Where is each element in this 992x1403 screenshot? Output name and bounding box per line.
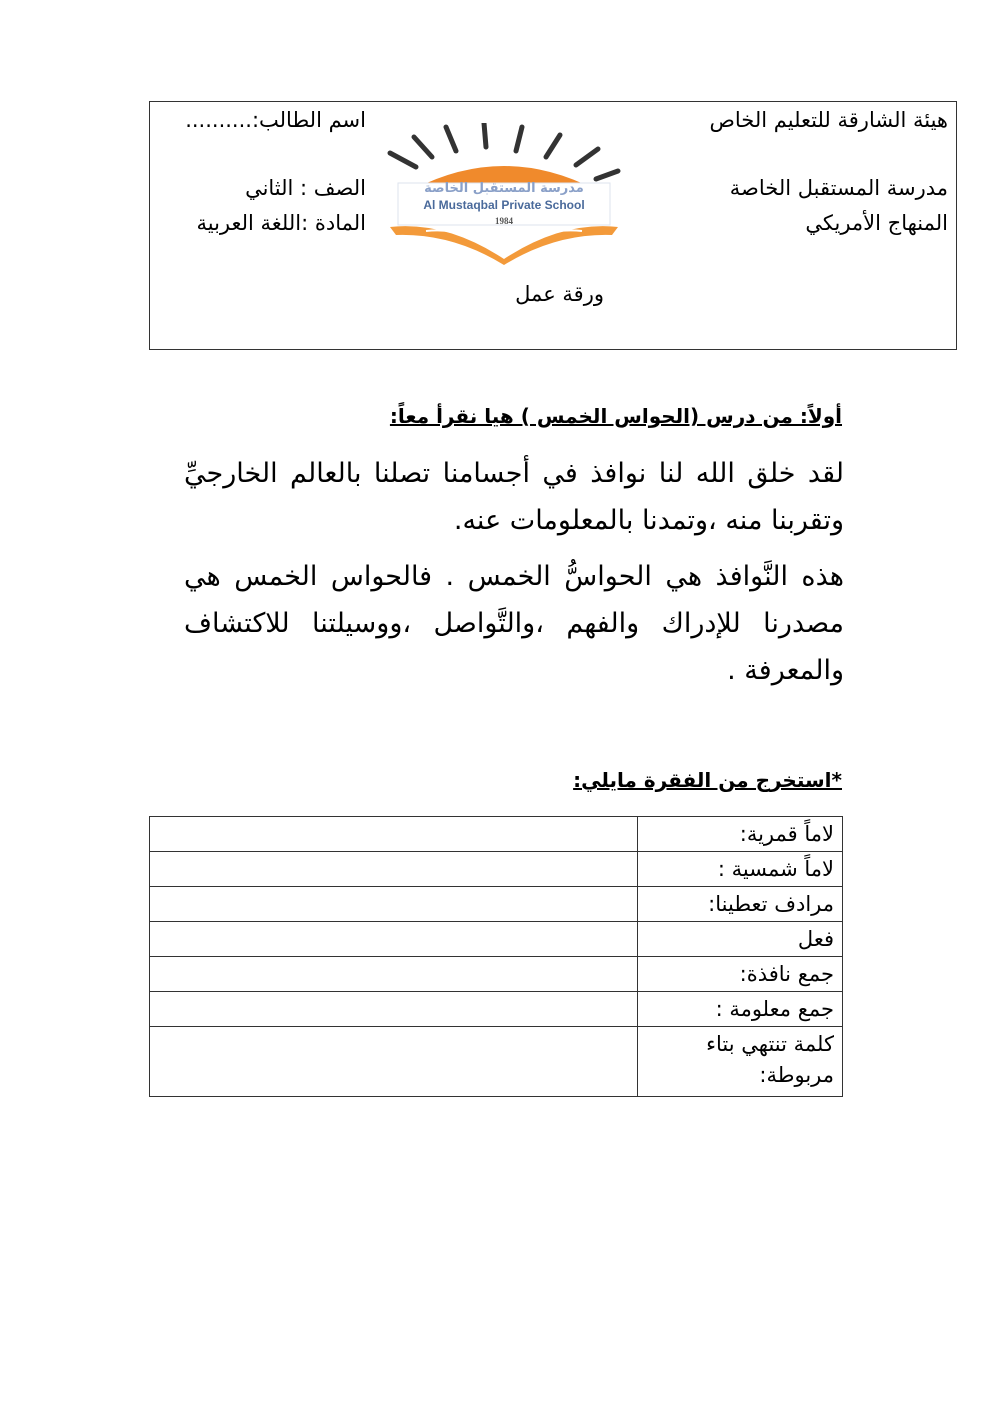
table-row bbox=[150, 992, 843, 1027]
authority-name: هيئة الشارقة للتعليم الخاص bbox=[709, 108, 948, 132]
row-label: جمع معلومة : bbox=[638, 992, 843, 1027]
curriculum: المنهاج الأمريكي bbox=[805, 211, 948, 235]
answer-cell[interactable] bbox=[150, 852, 638, 887]
logo-arabic-text: مدرسة المستقبل الخاصة bbox=[424, 181, 584, 196]
table-row bbox=[150, 957, 843, 992]
section1-heading: أولاً: من درس (الحواس الخمس ) هيا نقرأ معاً: bbox=[389, 404, 842, 428]
row-label: لاماً قمرية: bbox=[638, 817, 843, 852]
answer-cell[interactable] bbox=[150, 957, 638, 992]
student-name-label: اسم الطالب:.......... bbox=[185, 108, 366, 132]
paragraph-2: هذه النَّوافذ هي الحواسُّ الخمس . فالحواس الخمس هي مصدرنا للإدراك والفهم ،والتَّواصل ،ووسيلتنا للاكتشاف والمعرفة . bbox=[184, 561, 844, 686]
row-label: جمع نافذة: bbox=[638, 957, 843, 992]
grade-label: الصف : الثاني bbox=[245, 176, 366, 200]
row-label: مرادف تعطينا: bbox=[638, 887, 843, 922]
worksheet-title: ورقة عمل bbox=[515, 282, 604, 306]
answer-cell[interactable] bbox=[150, 922, 638, 957]
row-label: فعل bbox=[638, 922, 843, 957]
paragraph-1: لقد خلق الله لنا نوافذ في أجسامنا تصلنا بالعالم الخارجيِّ وتقربنا منه ،وتمدنا بالمعلومات عنه. bbox=[184, 458, 844, 536]
answer-cell[interactable] bbox=[150, 817, 638, 852]
exercise-table bbox=[149, 816, 843, 1097]
answer-cell[interactable] bbox=[150, 887, 638, 922]
answer-cell[interactable] bbox=[150, 992, 638, 1027]
answer-cell[interactable] bbox=[150, 1027, 638, 1097]
book-icon bbox=[390, 226, 618, 265]
row-label: لاماً شمسية : bbox=[638, 852, 843, 887]
table-row bbox=[150, 922, 843, 957]
exercise-heading: *استخرج من الفقرة مايلي: bbox=[573, 768, 842, 792]
logo-english-text: Al Mustaqbal Private School bbox=[423, 198, 585, 212]
logo-year: 1984 bbox=[495, 216, 513, 226]
row-label: كلمة تنتهي بتاء مربوطة: bbox=[638, 1027, 843, 1097]
table-row bbox=[150, 1027, 843, 1097]
subject-label: المادة :اللغة العربية bbox=[196, 211, 366, 235]
school-name: مدرسة المستقبل الخاصة bbox=[729, 176, 948, 200]
table-row bbox=[150, 887, 843, 922]
table-row bbox=[150, 852, 843, 887]
table-row bbox=[150, 817, 843, 852]
